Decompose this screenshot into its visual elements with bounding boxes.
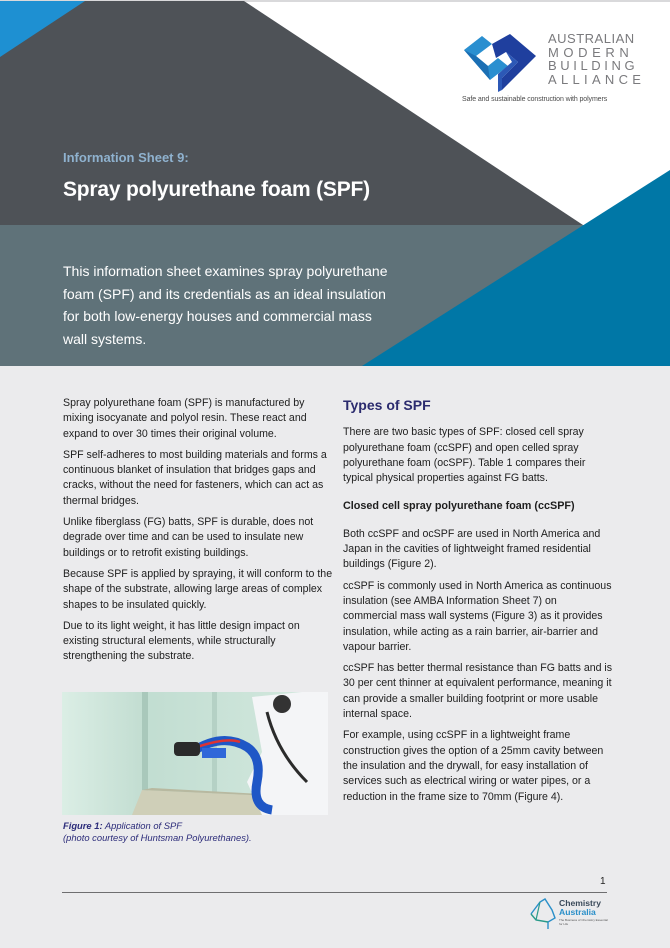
spf-application-photo-illustration bbox=[62, 692, 328, 815]
body-paragraph: Spray polyurethane foam (SPF) is manufactured by mixing isocyanate and polyol resin. These react and expand to over 30 times their original volume. bbox=[63, 397, 307, 440]
ca-word-chemistry: Chemistry bbox=[559, 898, 602, 908]
figure-1-caption bbox=[63, 820, 252, 844]
amba-logo-mark-icon bbox=[462, 32, 540, 94]
subheading-closed-cell-spf: Closed cell spray polyurethane foam (ccSPF) bbox=[343, 500, 575, 513]
figure-credit: (photo courtesy of Huntsman Polyurethanes). bbox=[63, 832, 252, 843]
left-column bbox=[63, 396, 333, 671]
body-paragraph: ccSPF has better thermal resistance than FG batts and is 30 per cent thinner at equivalent performance, meaning it can provide a smaller building footprint or more usable internal space. bbox=[343, 662, 613, 721]
body-paragraph: Because SPF is applied by spraying, it will conform to the shape of the substrate, allowing large areas of complex shapes to be insulated quickly. bbox=[63, 567, 333, 611]
ca-tagline: The Business of Chemistry Essential for Life bbox=[559, 918, 608, 926]
body-paragraph: SPF self-adheres to most building materials and forms a continuous blanket of insulation that bridges gaps and cracks, without the need for fasteners, which can act as thermal bridges. bbox=[63, 448, 327, 507]
figure-label: Figure 1: bbox=[63, 820, 103, 831]
ca-word-australia: Australia bbox=[559, 907, 596, 917]
footer-divider bbox=[62, 892, 607, 893]
amba-logo-wordmark bbox=[548, 32, 645, 86]
intro-summary: This information sheet examines spray polyurethane foam (SPF) and its credentials as an ideal insulation for both low-energy houses and commercial mass wall systems. bbox=[63, 263, 388, 347]
chemistry-australia-mark-icon bbox=[528, 896, 558, 930]
right-column bbox=[343, 398, 613, 811]
logo-word-building: BUILDING bbox=[548, 58, 639, 73]
figure-1-photo bbox=[62, 692, 328, 815]
page-number: 1 bbox=[600, 876, 606, 887]
chemistry-australia-logo bbox=[528, 896, 608, 930]
sheet-label: Information Sheet 9: bbox=[63, 150, 189, 165]
section-heading-types-of-spf: Types of SPF bbox=[343, 397, 431, 413]
body-paragraph: Both ccSPF and ocSPF are used in North America and Japan in the cavities of lightweight framed residential buildings (Figure 2). bbox=[343, 527, 601, 571]
body-paragraph: ccSPF is commonly used in North America as continuous insulation (see AMBA Information Sheet 7) on commercial mass wall systems (Figure 3) as it provides insulation, while acting as a rain barrier, air-barrier and vapour barrier. bbox=[343, 579, 612, 653]
chemistry-australia-wordmark bbox=[559, 899, 608, 926]
cover-header bbox=[0, 0, 670, 366]
logo-tagline: Safe and sustainable construction with polymers bbox=[462, 96, 608, 103]
amba-logo bbox=[462, 30, 662, 110]
logo-word-alliance: ALLIANCE bbox=[548, 71, 646, 87]
logo-word-australian: AUSTRALIAN bbox=[548, 31, 635, 46]
body-paragraph: There are two basic types of SPF: closed cell spray polyurethane foam (ccSPF) and open celled spray polyurethane foam (ocSPF). Table 1 compares their typical physical properties against FG batts. bbox=[343, 426, 586, 485]
page-title: Spray polyurethane foam (SPF) bbox=[63, 178, 370, 201]
body-paragraph: For example, using ccSPF in a lightweight frame construction gives the option of a 25mm cavity between the insulation and the drywall, for easy installation of services such as electrical wiring or water pipes, or a reduction in the frame size to 70mm (Figure 4). bbox=[343, 729, 604, 803]
logo-word-modern: MODERN bbox=[548, 44, 634, 60]
body-paragraph: Due to its light weight, it has little design impact on existing structural elements, while structurally strengthening the substrate. bbox=[63, 619, 300, 663]
body-paragraph: Unlike fiberglass (FG) batts, SPF is durable, does not degrade over time and can be used to insulate new buildings or to retrofit existing buildings. bbox=[63, 516, 314, 559]
figure-caption-text: Application of SPF bbox=[102, 820, 182, 831]
